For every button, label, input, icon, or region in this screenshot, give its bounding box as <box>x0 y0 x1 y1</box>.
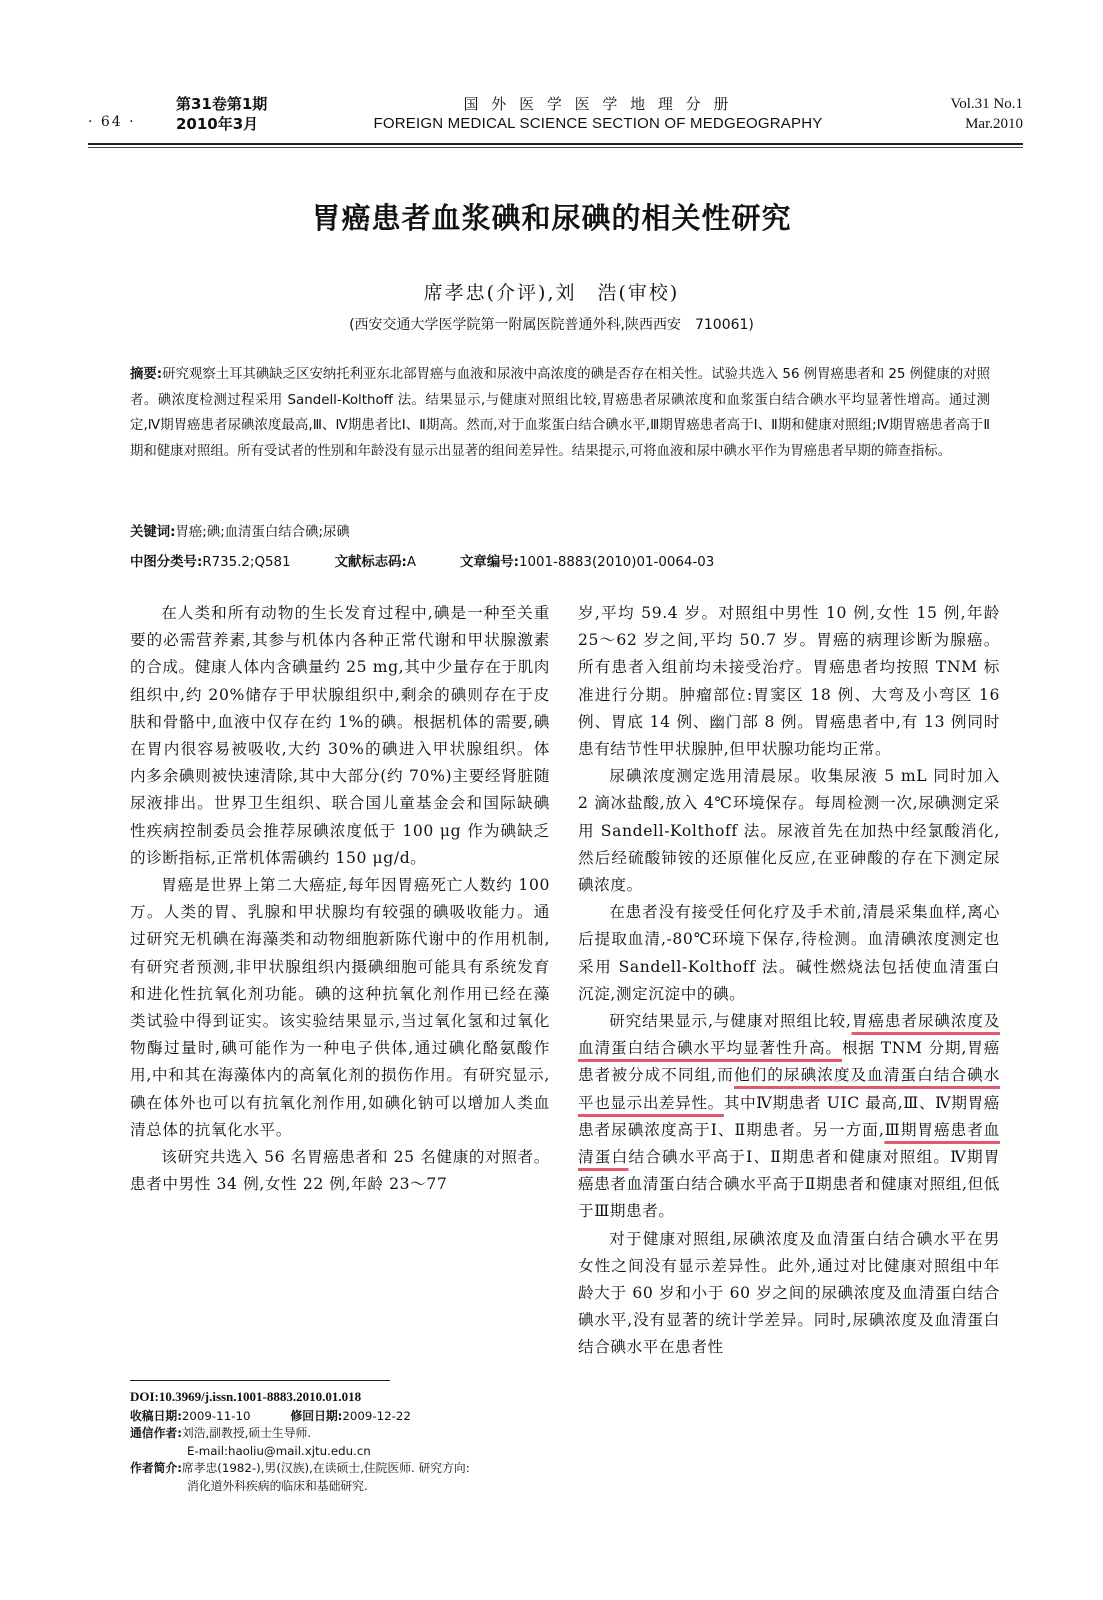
article-no-value: 1001-8883(2010)01-0064-03 <box>518 555 715 570</box>
paragraph: 胃癌是世界上第二大癌症,每年因胃癌死亡人数约 100 万。人类的胃、乳腺和甲状腺均有较强的碘吸收能力。通过研究无机碘在海藻类和动物细胞新陈代谢中的作用机制,有研究者预测,非甲状腺组织内摄碘细胞可能具有系统发育和进化性抗氧化剂功能。碘的这种抗氧化剂作用已经在藻类试验中得到证实。该实验结果显示,当过氧化氢和过氧化物酶过量时,碘可能作为一种电子供体,通过碘化酪氨酸作用,中和其在海藻体内的高氧化剂的损伤作用。有研究显示,碘在体外也可以有抗氧化剂作用,如碘化钠可以增加人类血清总体的抗氧化水平。 <box>130 876 550 1139</box>
footnote-rule <box>130 1380 390 1381</box>
revised-date: 2009-12-22 <box>342 1408 411 1423</box>
article-title: 胃癌患者血浆碘和尿碘的相关性研究 <box>311 201 792 235</box>
clc-code <box>130 555 291 570</box>
doi: DOI:10.3969/j.issn.1001-8883.2010.01.018 <box>130 1389 362 1404</box>
paragraph: 在患者没有接受任何化疗及手术前,清晨采集血样,离心后提取血清,-80℃环境下保存,待检测。血清碘浓度测定也采用 Sandell-Kolthoff 法。碱性燃烧法包括使血清蛋白沉淀,测定沉淀中的碘。 <box>578 903 1000 1003</box>
page-number: · 64 · <box>88 114 136 130</box>
keywords <box>130 521 990 540</box>
date-en: Mar.2010 <box>965 116 1023 132</box>
article-no-label: 文章编号: <box>460 555 519 570</box>
paragraph: 在人类和所有动物的生长发育过程中,碘是一种至关重要的必需营养素,其参与机体内各种正常代谢和甲状腺激素的合成。健康人体内含碘量约 25 mg,其中少量存在于肌肉组织中,约 20%储存于甲状腺组织中,剩余的碘则存在于皮肤和骨骼中,血液中仅存在约 1%的碘。根据机体的需要,碘在胃内很容易被吸收,大约 30%的碘进入甲状腺组织。体内多余碘则被快速清除,其中大部分(约 70%)主要经肾脏随尿液排出。世界卫生组织、联合国儿童基金会和国际缺碘性疾病控制委员会推荐尿碘浓度低于 100 μg 作为碘缺乏的诊断指标,正常机体需碘约 150 μg/d。 <box>130 604 550 867</box>
received-date: 2009-11-10 <box>181 1408 251 1423</box>
text-run: 结合碘水平高于Ⅰ、Ⅱ期患者和健康对照组。Ⅳ期胃癌患者血清蛋白结合碘水平高于Ⅱ期患者和健康对照组,但低于Ⅲ期患者。 <box>578 1148 1000 1221</box>
clc-value: R735.2;Q581 <box>202 555 291 570</box>
revised-label: 修回日期: <box>290 1408 343 1423</box>
text-run: 根据 TNM 分期,胃癌患者被分成不同组,而 <box>578 1039 1000 1085</box>
body-column-right <box>578 600 1000 1362</box>
highlighted-text: 胃癌患者尿碘浓度及血清蛋白结合碘水平均显著性升高。 <box>578 1012 1001 1058</box>
email: E-mail:haoliu@mail.xjtu.edu.cn <box>187 1443 371 1458</box>
issue-date: 2010年3月 <box>176 115 259 133</box>
paragraph: 岁,平均 59.4 岁。对照组中男性 10 例,女性 15 例,年龄 25～62 岁之间,平均 50.7 岁。胃癌的病理诊断为腺癌。所有患者入组前均未接受治疗。胃癌患者均按照 TNM 标准进行分期。肿瘤部位:胃窦区 18 例、大弯及小弯区 16 例、胃底 14 例、幽门部 8 例。胃癌患者中,有 13 例同时患有结节性甲状腺肿,但甲状腺功能均正常。 <box>578 604 1000 759</box>
volume-en: Vol.31 No.1 <box>950 96 1023 112</box>
volume-issue: 第31卷第1期 <box>176 95 268 113</box>
paragraph: 尿碘浓度测定选用清晨尿。收集尿液 5 mL 同时加入 2 滴冰盐酸,放入 4℃环境保存。每周检测一次,尿碘测定采用 Sandell-Kolthoff 法。尿液首先在加热中经氯酸消化,然后经硫酸铈铵的还原催化反应,在亚砷酸的存在下测定尿碘浓度。 <box>578 767 1000 895</box>
bio-row <box>130 1460 570 1478</box>
doc-code-label: 文献标志码: <box>334 555 407 570</box>
journal-name-cn: 国 外 医 学 医 学 地 理 分 册 <box>463 95 733 113</box>
highlighted-text: 他们的尿碘浓度及血清蛋白结合碘水平也显示出差异性。 <box>578 1066 1000 1112</box>
issue-info <box>176 94 267 134</box>
keywords-label: 关键词: <box>130 525 176 540</box>
bio-label: 作者简介: <box>130 1461 182 1476</box>
footnotes <box>130 1388 570 1496</box>
running-header <box>88 92 1023 142</box>
header-rule <box>88 143 1023 145</box>
highlighted-text: Ⅲ期胃癌患者血清蛋白 <box>578 1120 1001 1167</box>
issue-info-en <box>950 94 1023 134</box>
paragraph: 该研究共选入 56 名胃癌患者和 25 名健康的对照者。患者中男性 34 例,女性 22 例,年龄 23～77 <box>130 1148 550 1194</box>
bio-line-2: 消化道外科疾病的临床和基础研究. <box>187 1478 368 1493</box>
corresponding-row <box>130 1425 570 1443</box>
received-label: 收稿日期: <box>130 1408 182 1423</box>
corresponding-author: 刘浩,副教授,硕士生导师. <box>181 1426 312 1441</box>
header-rule-thin <box>88 147 1023 148</box>
abstract-label: 摘要: <box>130 367 163 382</box>
document-code <box>335 555 416 570</box>
journal-name-en: FOREIGN MEDICAL SCIENCE SECTION OF MEDGEOGRAPHY <box>373 115 823 132</box>
affiliation: (西安交通大学医学院第一附属医院普通外科,陕西西安 710061) <box>349 317 754 333</box>
text-run: 研究结果显示,与健康对照组比较, <box>609 1012 852 1031</box>
dates-row <box>130 1408 570 1426</box>
corresponding-label: 通信作者: <box>130 1426 182 1441</box>
journal-name <box>338 94 858 134</box>
paragraph-results <box>578 1008 1000 1226</box>
article-number <box>460 555 714 570</box>
paragraph: 对于健康对照组,尿碘浓度及血清蛋白结合碘水平在男女性之间没有显示差异性。此外,通过对比健康对照组中年龄大于 60 岁和小于 60 岁之间的尿碘浓度及血清蛋白结合碘水平,没有显著的统计学差异。同时,尿碘浓度及血清蛋白结合碘水平在患者性 <box>578 1229 1000 1357</box>
keywords-text: 胃癌;碘;血清蛋白结合碘;尿碘 <box>175 525 350 540</box>
authors: 席孝忠(介评),刘 浩(审校) <box>423 282 680 304</box>
abstract <box>130 362 990 464</box>
text-run: 其中Ⅳ期患者 UIC 最高,Ⅲ、Ⅳ期胃癌患者尿碘浓度高于Ⅰ、Ⅱ期患者。另一方面, <box>578 1093 1000 1139</box>
abstract-text: 研究观察土耳其碘缺乏区安纳托利亚东北部胃癌与血液和尿液中高浓度的碘是否存在相关性。试验共选入 56 例胃癌患者和 25 例健康的对照者。碘浓度检测过程采用 Sandell-Kolthoff 法。结果显示,与健康对照组比较,胃癌患者尿碘浓度和血浆蛋白结合碘水平均显著性增高。通过测定,Ⅳ期胃癌患者尿碘浓度最高,Ⅲ、Ⅳ期患者比Ⅰ、Ⅱ期高。然而,对于血浆蛋白结合碘水平,Ⅲ期胃癌患者高于Ⅰ、Ⅱ期和健康对照组;Ⅳ期胃癌患者高于Ⅱ期和健康对照组。所有受试者的性别和年龄没有显示出显著的组间差异性。结果提示,可将血液和尿中碘水平作为胃癌患者早期的筛查指标。 <box>130 367 990 459</box>
clc-label: 中图分类号: <box>130 555 203 570</box>
bio-line-1: 席孝忠(1982-),男(汉族),在读硕士,住院医师. 研究方向: <box>181 1461 470 1476</box>
body-column-left <box>130 600 550 1198</box>
classification-line <box>130 551 990 570</box>
doc-code-value: A <box>406 555 417 570</box>
